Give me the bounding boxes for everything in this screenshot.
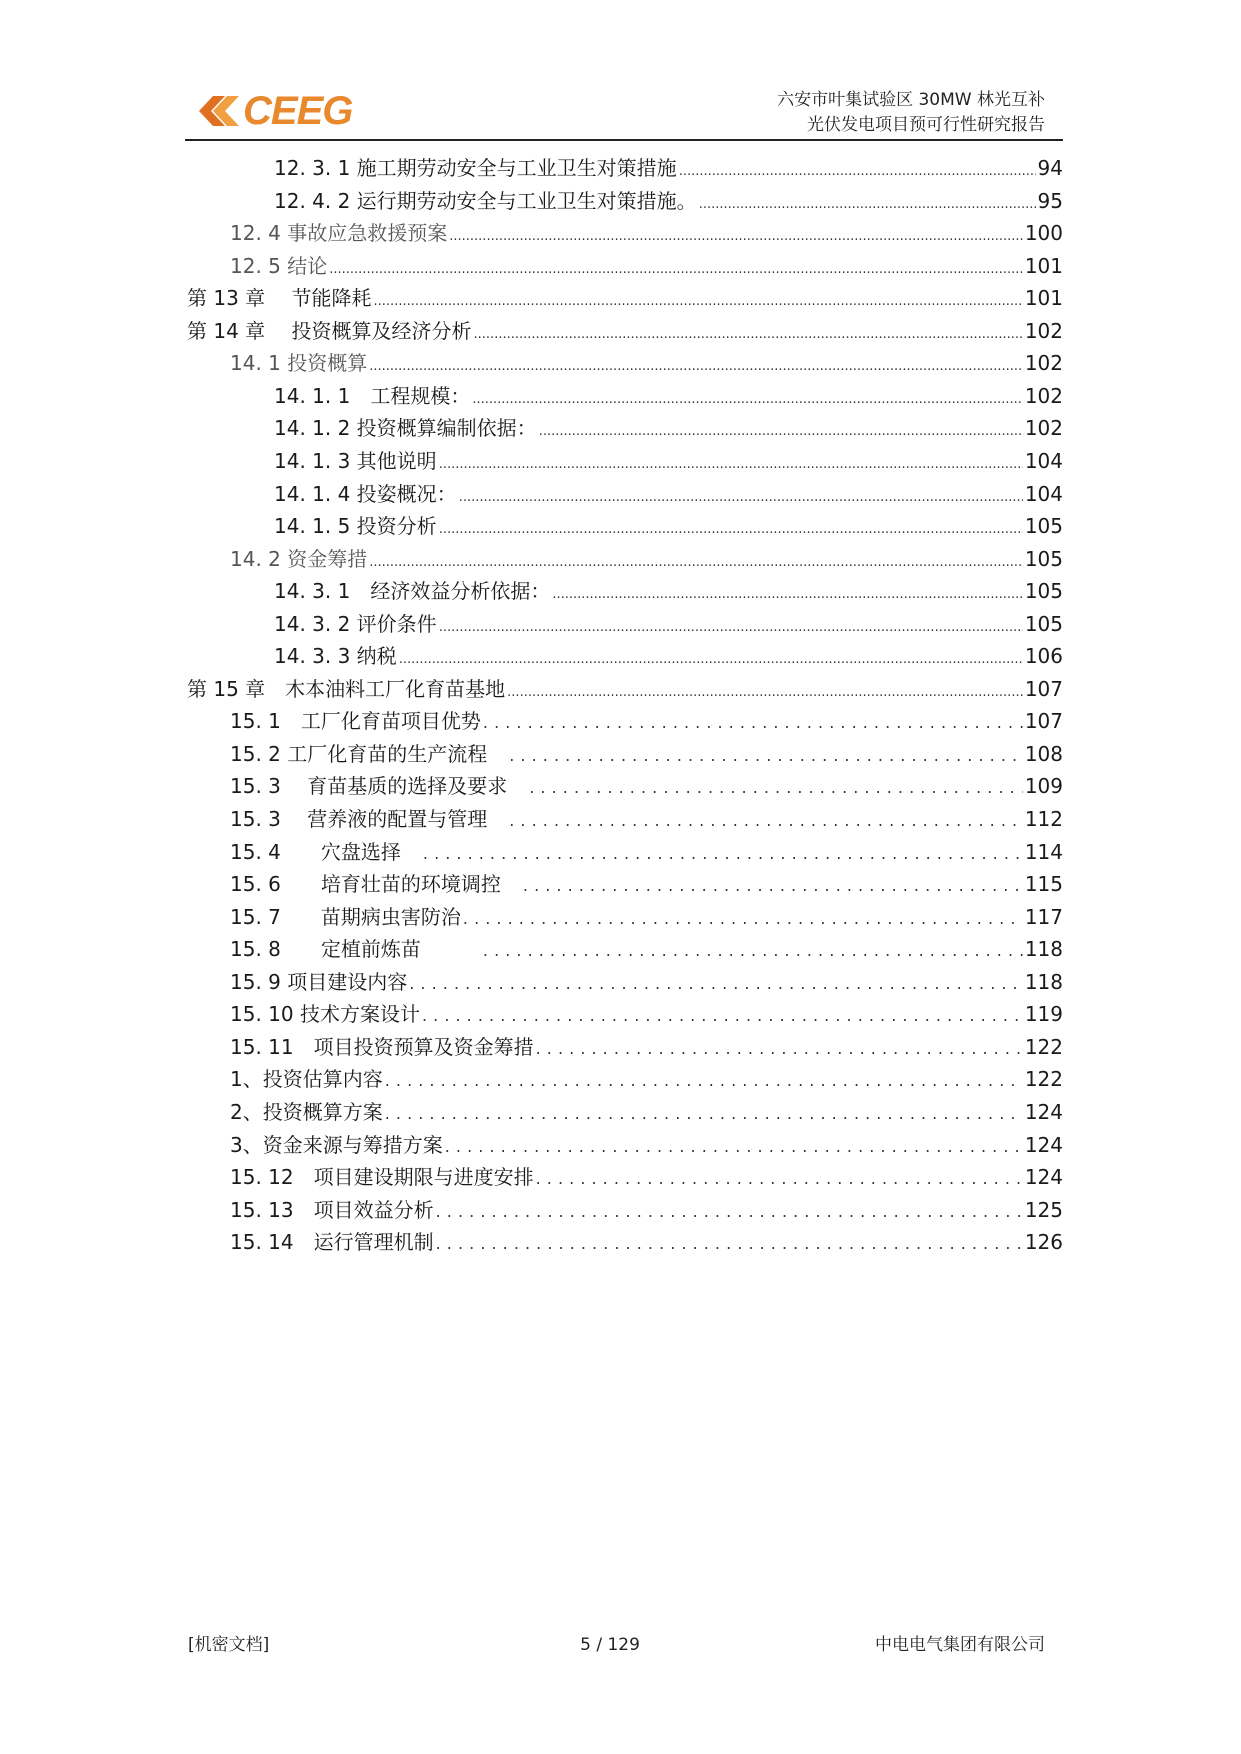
toc-entry[interactable]: [230, 1227, 1063, 1257]
document-title-line2: 光伏发电项目预可行性研究报告: [807, 115, 1045, 135]
toc-entry-label: 1、投资估算内容: [230, 1067, 383, 1092]
toc-entry-page: 119: [1024, 1002, 1063, 1027]
toc-entry-page: 100: [1024, 221, 1063, 246]
toc-dot-leader: [329, 251, 1023, 285]
toc-entry-page: 105: [1024, 546, 1063, 571]
toc-entry-label: 12. 3. 1 施工期劳动安全与工业卫生对策措施: [274, 156, 677, 180]
toc-entry-label: 12. 4. 2 运行期劳动安全与工业卫生对策措施。: [274, 188, 697, 213]
toc-dot-leader: [374, 283, 1023, 317]
toc-entry[interactable]: [230, 1130, 1063, 1160]
toc-dot-leader: [679, 153, 1036, 187]
toc-entry-page: 112: [1024, 807, 1063, 831]
toc-entry-page: 126: [1024, 1230, 1063, 1255]
toc-dot-leader: [399, 641, 1023, 675]
toc-dot-leader: [385, 1097, 1023, 1129]
toc-dot-leader: [422, 999, 1023, 1031]
toc-entry-label: 14. 1. 1 工程规模：: [274, 383, 471, 408]
toc-entry-page: 101: [1024, 286, 1063, 311]
toc-entry[interactable]: [230, 771, 1063, 801]
toc-dot-leader: [536, 1032, 1023, 1064]
toc-entry-page: 122: [1024, 1067, 1063, 1092]
toc-entry[interactable]: [274, 641, 1063, 671]
toc-entry-page: 105: [1024, 611, 1063, 636]
toc-entry-page: 105: [1024, 579, 1063, 604]
toc-entry-label: 14. 1 投资概算: [230, 351, 368, 376]
toc-entry-page: 109: [1024, 774, 1063, 799]
toc-entry-page: 107: [1024, 709, 1063, 734]
toc-entry-page: 102: [1024, 383, 1063, 408]
toc-entry-label: 15. 1 工厂化育苗项目优势: [230, 709, 481, 734]
header-divider: [185, 139, 1063, 141]
toc-entry[interactable]: [230, 739, 1063, 769]
toc-entry-label: 15. 9 项目建设内容: [230, 969, 408, 994]
toc-entry-page: 124: [1024, 1165, 1063, 1190]
toc-dot-leader: [507, 674, 1023, 708]
toc-entry[interactable]: [230, 999, 1063, 1029]
toc-entry[interactable]: [230, 837, 1063, 867]
toc-entry-label: 14. 1. 5 投资分析: [274, 514, 437, 539]
toc-entry[interactable]: [230, 934, 1063, 964]
toc-entry-label: 15. 8 定植前炼苗: [230, 937, 481, 962]
toc-dot-leader: [509, 804, 1023, 836]
toc-dot-leader: [539, 413, 1023, 447]
toc-dot-leader: [409, 967, 1023, 999]
toc-dot-leader: [423, 837, 1023, 869]
toc-entry[interactable]: [274, 576, 1063, 606]
toc-dot-leader: [483, 706, 1023, 738]
toc-entry-label: 15. 14 运行管理机制: [230, 1230, 434, 1255]
toc-dot-leader: [369, 348, 1023, 382]
toc-dot-leader: [445, 1130, 1023, 1162]
toc-dot-leader: [439, 446, 1023, 480]
toc-entry[interactable]: [230, 348, 1063, 378]
toc-dot-leader: [436, 1227, 1023, 1259]
toc-entry[interactable]: [274, 186, 1063, 216]
toc-entry-label: 第 15 章 木本油料工厂化育苗基地: [187, 676, 506, 701]
toc-entry-page: 122: [1024, 1034, 1063, 1059]
toc-entry-page: 124: [1024, 1132, 1063, 1157]
toc-entry-label: 14. 3. 1 经济效益分析依据：: [274, 579, 551, 604]
toc-entry[interactable]: [274, 446, 1063, 476]
toc-entry-label: 15. 3 营养液的配置与管理: [230, 807, 508, 831]
toc-entry-label: 14. 3. 2 评价条件: [274, 611, 437, 636]
company-logo: [199, 89, 353, 133]
toc-entry-label: 15. 12 项目建设期限与进度安排: [230, 1165, 534, 1190]
toc-entry-page: 124: [1024, 1099, 1063, 1124]
toc-entry[interactable]: [230, 1162, 1063, 1192]
toc-entry-page: 95: [1037, 188, 1063, 213]
toc-entry-label: 12. 4 事故应急救援预案: [230, 221, 448, 246]
toc-dot-leader: [483, 934, 1023, 966]
logo-text: CEEG: [243, 89, 353, 133]
toc-dot-leader: [459, 479, 1023, 513]
toc-entry[interactable]: [230, 1195, 1063, 1225]
toc-entry[interactable]: [230, 804, 1063, 834]
toc-entry-page: 94: [1037, 156, 1063, 180]
toc-entry-label: 15. 11 项目投资预算及资金筹措: [230, 1034, 534, 1059]
toc-entry-label: 15. 6 培育壮苗的环境调控: [230, 872, 521, 897]
toc-entry-page: 107: [1024, 676, 1063, 701]
toc-entry[interactable]: [274, 511, 1063, 541]
toc-entry-page: 102: [1024, 318, 1063, 343]
toc-dot-leader: [449, 218, 1023, 252]
company-name: 中电电气集团有限公司: [875, 1635, 1045, 1655]
toc-entry-label: 第 13 章 节能降耗: [187, 286, 372, 311]
logo-chevron-icon: [199, 94, 239, 128]
toc-dot-leader: [536, 1162, 1023, 1194]
toc-entry[interactable]: [230, 218, 1063, 248]
toc-dot-leader: [474, 316, 1023, 350]
toc-entry-page: 105: [1024, 514, 1063, 539]
toc-entry[interactable]: [187, 674, 1063, 704]
toc-entry-page: 104: [1024, 481, 1063, 506]
toc-entry-label: 2、投资概算方案: [230, 1099, 383, 1124]
toc-entry[interactable]: [230, 251, 1063, 281]
toc-dot-leader: [385, 1064, 1023, 1096]
document-title-line1: 六安市叶集试验区 30MW 林光互补: [777, 90, 1045, 110]
toc-entry-label: 15. 4 穴盘选择: [230, 839, 421, 864]
toc-entry-label: 14. 2 资金筹措: [230, 546, 368, 571]
toc-entry[interactable]: [274, 381, 1063, 411]
toc-entry[interactable]: [187, 283, 1063, 313]
toc-entry-label: 15. 3 育苗基质的选择及要求: [230, 774, 528, 799]
toc-dot-leader: [436, 1195, 1023, 1227]
toc-entry-label: 第 14 章 投资概算及经济分析: [187, 318, 472, 343]
toc-entry[interactable]: [230, 706, 1063, 736]
page-number: 5 / 129: [580, 1635, 640, 1655]
toc-entry[interactable]: [230, 967, 1063, 997]
toc-dot-leader: [439, 609, 1023, 643]
toc-entry-page: 106: [1024, 644, 1063, 669]
toc-dot-leader: [523, 869, 1023, 901]
toc-entry[interactable]: [230, 869, 1063, 899]
toc-dot-leader: [699, 186, 1036, 220]
toc-entry-label: 14. 1. 2 投资概算编制依据：: [274, 416, 537, 441]
toc-entry[interactable]: [274, 479, 1063, 509]
toc-entry-label: 14. 1. 4 投姿概况：: [274, 481, 457, 506]
toc-entry-label: 15. 13 项目效益分析: [230, 1197, 434, 1222]
toc-entry-page: 118: [1024, 937, 1063, 962]
toc-entry-page: 108: [1024, 741, 1063, 766]
toc-entry[interactable]: [230, 1097, 1063, 1127]
toc-entry-label: 12. 5 结论: [230, 253, 328, 278]
toc-entry-page: 101: [1024, 253, 1063, 278]
toc-entry-label: 15. 7 苗期病虫害防治: [230, 904, 461, 929]
toc-entry-page: 104: [1024, 448, 1063, 473]
toc-entry[interactable]: [230, 1032, 1063, 1062]
toc-entry[interactable]: [274, 413, 1063, 443]
document-title: [777, 88, 1045, 138]
toc-entry-page: 125: [1024, 1197, 1063, 1222]
toc-dot-leader: [552, 576, 1022, 610]
confidential-label: [机密文档]: [188, 1635, 270, 1655]
toc-dot-leader: [439, 511, 1023, 545]
toc-dot-leader: [509, 739, 1023, 771]
toc-entry[interactable]: [187, 316, 1063, 346]
toc-entry-label: 14. 1. 3 其他说明: [274, 448, 437, 473]
toc-dot-leader: [463, 902, 1023, 934]
toc-entry-label: 14. 3. 3 纳税: [274, 644, 397, 669]
toc-entry[interactable]: [274, 153, 1063, 183]
toc-entry-label: 15. 10 技术方案设计: [230, 1002, 420, 1027]
toc-entry-label: 3、资金来源与筹措方案: [230, 1132, 443, 1157]
toc-entry-page: 114: [1024, 839, 1063, 864]
toc-entry[interactable]: [230, 1064, 1063, 1094]
toc-dot-leader: [472, 381, 1022, 415]
toc-entry[interactable]: [274, 609, 1063, 639]
toc-entry[interactable]: [230, 902, 1063, 932]
toc-entry-label: 15. 2 工厂化育苗的生产流程: [230, 741, 508, 766]
toc-entry-page: 102: [1024, 351, 1063, 376]
toc-entry-page: 115: [1024, 872, 1063, 897]
toc-entry-page: 117: [1024, 904, 1063, 929]
toc-entry-page: 118: [1024, 969, 1063, 994]
toc-dot-leader: [369, 544, 1023, 578]
toc-dot-leader: [529, 771, 1023, 803]
toc-entry[interactable]: [230, 544, 1063, 574]
toc-entry-page: 102: [1024, 416, 1063, 441]
